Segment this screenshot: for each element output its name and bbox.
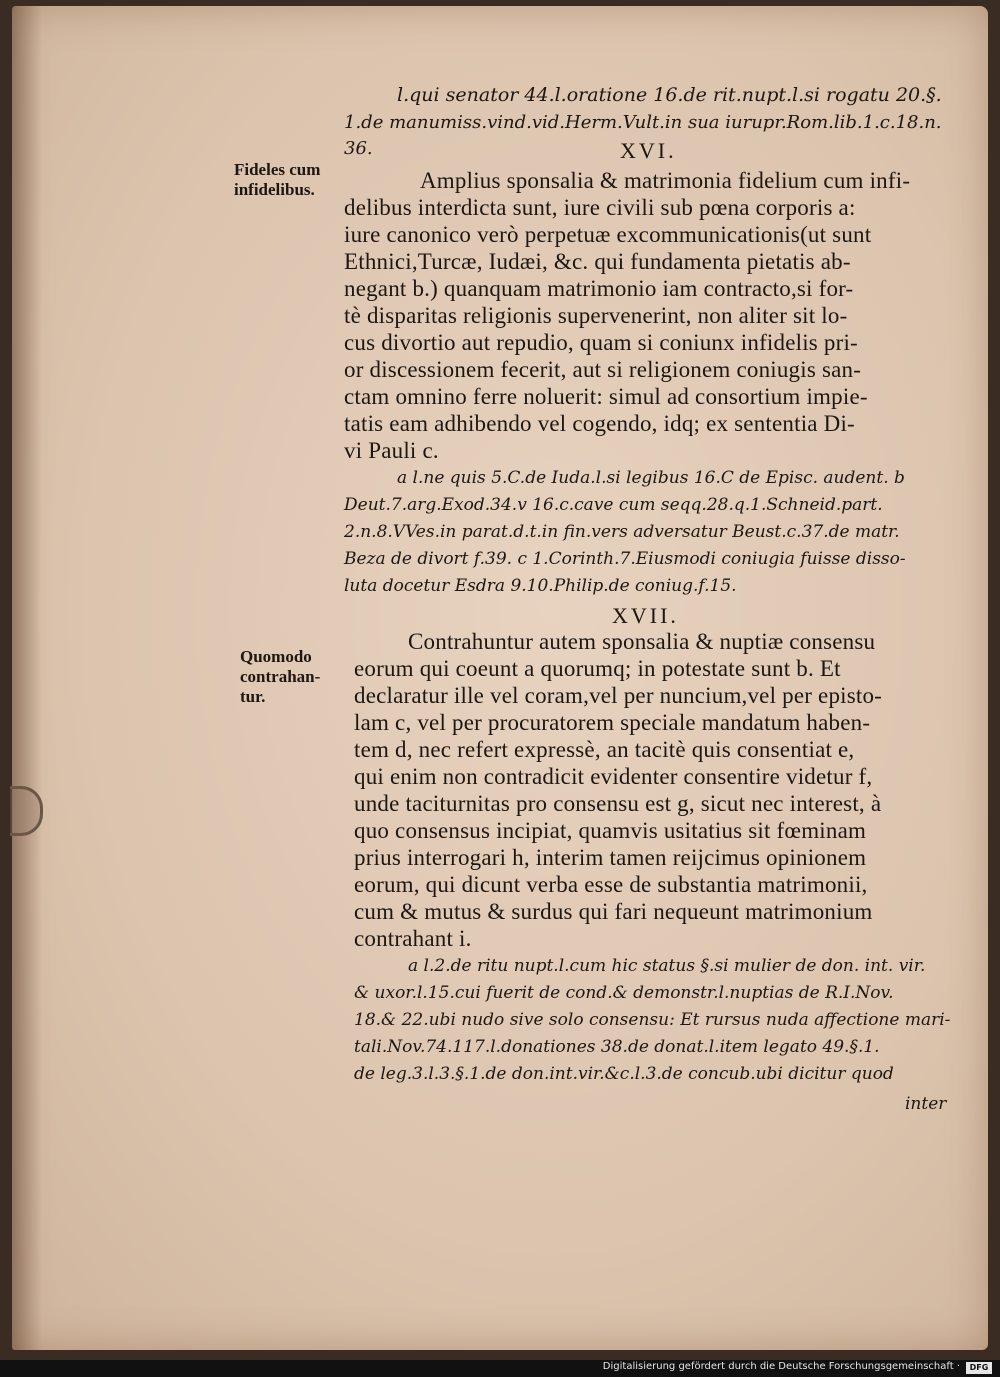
- top-note-line: l.qui senator 44.l.oratione 16.de rit.nupt.l.si rogatu 20.§.: [397, 84, 942, 106]
- body-line: cum & mutus & surdus qui fari nequeunt matrimonium: [354, 899, 873, 924]
- footnote-line: & uxor.l.15.cui fuerit de cond.& demonstr.l.nuptias de R.I.Nov.: [354, 983, 894, 1003]
- body-line: tem d, nec refert expressè, an tacitè quis consentiat e,: [354, 737, 855, 762]
- body-line: Ethnici,Turcæ, Iudæi, &c. qui fundamenta pietatis ab-: [344, 249, 851, 274]
- section-17-margin-label: [240, 647, 320, 707]
- body-line: iure canonico verò perpetuæ excommunicationis(ut sunt: [344, 222, 872, 247]
- catchword: inter: [905, 1094, 947, 1114]
- body-line: or discessionem fecerit, aut si religionem coniugis san-: [344, 357, 862, 382]
- footnote-line: 2.n.8.VVes.in parat.d.t.in fin.vers adversatur Beust.c.37.de matr.: [344, 522, 900, 542]
- body-line: eorum qui coeunt a quorumq; in potestate sunt b. Et: [354, 656, 841, 681]
- top-note-line: 1.de manumiss.vind.vid.Herm.Vult.in sua iurupr.Rom.lib.1.c.18.n.: [344, 112, 942, 133]
- body-line: prius interrogari h, interim tamen reijcimus opinionem: [354, 845, 867, 870]
- footnote-line: tali.Nov.74.117.l.donationes 38.de donat.l.item legato 49.§.1.: [354, 1037, 880, 1057]
- margin-label-line: tur.: [240, 687, 266, 706]
- margin-label-line: Fideles cum: [234, 160, 321, 179]
- margin-label-line: contrahan-: [240, 667, 321, 686]
- footnote-line: 18.& 22.ubi nudo sive solo consensu: Et rursus nuda affectione mari-: [354, 1010, 951, 1030]
- section-16-heading: XVI.: [620, 138, 677, 163]
- body-line: unde taciturnitas pro consensu est g, sicut nec interest, à: [354, 791, 882, 816]
- page-gutter-shadow: [12, 6, 42, 1350]
- body-line: quo consensus incipiat, quamvis usitatius sit fœminam: [354, 818, 867, 843]
- footnote-line: Deut.7.arg.Exod.34.v 16.c.cave cum seqq.28.q.1.Schneid.part.: [344, 495, 883, 515]
- margin-label-line: infidelibus.: [234, 180, 315, 199]
- footnote-line: Beza de divort f.39. c 1.Corinth.7.Eiusmodi coniugia fuisse disso-: [344, 549, 906, 569]
- body-line: eorum, qui dicunt verba esse de substantia matrimonii,: [354, 872, 868, 897]
- body-line: vi Pauli c.: [344, 438, 439, 463]
- body-line: negant b.) quanquam matrimonio iam contracto,si for-: [344, 276, 854, 301]
- body-line: cus divortio aut repudio, quam si coniunx infidelis pri-: [344, 330, 858, 355]
- footnote-line: luta docetur Esdra 9.10.Philip.de coniug.f.15.: [344, 576, 737, 596]
- body-line: ctam omnino ferre noluerit: simul ad consortium impie-: [344, 384, 868, 409]
- margin-label-line: Quomodo: [240, 647, 312, 666]
- body-line: declaratur ille vel coram,vel per nuncium,vel per episto-: [354, 683, 883, 708]
- body-line: Contrahuntur autem sponsalia & nuptiæ consensu: [408, 629, 876, 654]
- dfg-logo: DFG: [966, 1362, 992, 1374]
- body-line: tatis eam adhibendo vel cogendo, idq; ex sententia Di-: [344, 411, 855, 436]
- book-page: [12, 6, 988, 1350]
- body-line: delibus interdicta sunt, iure civili sub pœna corporis a:: [344, 195, 856, 220]
- body-line: Amplius sponsalia & matrimonia fidelium cum infi-: [420, 168, 911, 193]
- body-line: lam c, vel per procuratorem speciale mandatum haben-: [354, 710, 871, 735]
- body-line: qui enim non contradicit evidenter consentire videtur f,: [354, 764, 873, 789]
- body-line: tè disparitas religionis supervenerint, non aliter sit lo-: [344, 303, 848, 328]
- section-16-margin-label: [234, 160, 320, 200]
- section-17-heading: XVII.: [612, 603, 679, 628]
- footer-credit: Digitalisierung gefördert durch die Deutsche Forschungsgemeinschaft ·: [602, 1361, 960, 1372]
- body-line: contrahant i.: [354, 926, 472, 951]
- footnote-line: a l.ne quis 5.C.de Iuda.l.si legibus 16.C de Episc. audent. b: [397, 468, 905, 488]
- footnote-line: de leg.3.l.3.§.1.de don.int.vir.&c.l.3.de concub.ubi dicitur quod: [354, 1064, 894, 1084]
- section-16-number-prefix: 36.: [344, 138, 373, 159]
- footnote-line: a l.2.de ritu nupt.l.cum hic status §.si mulier de don. int. vir.: [408, 956, 926, 976]
